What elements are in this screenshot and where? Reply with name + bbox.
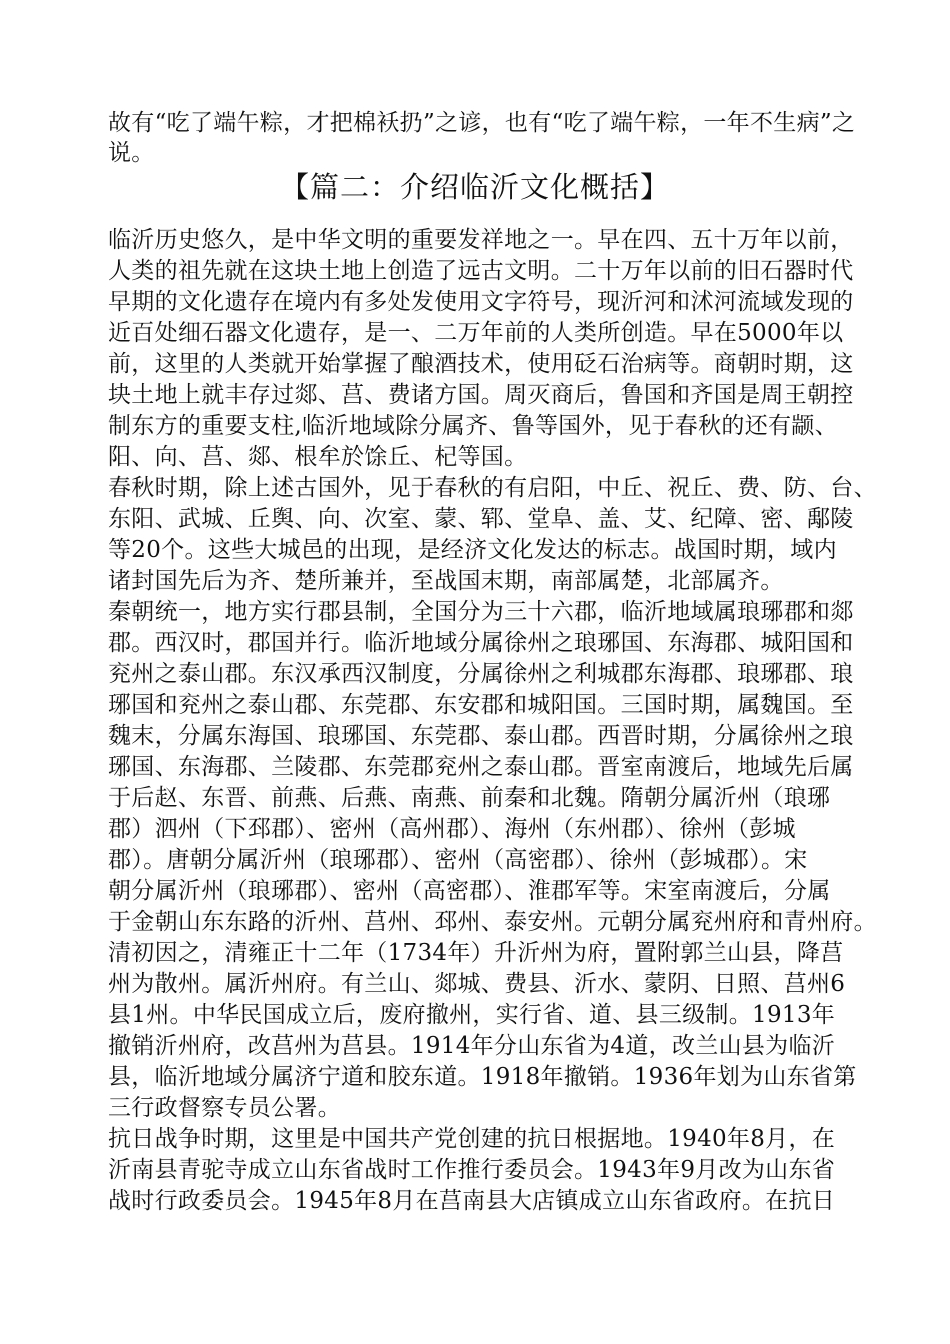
body-line: 人类的祖先就在这块土地上创造了远古文明。二十万年以前的旧石器时代 — [108, 258, 854, 284]
body-line: 近百处细石器文化遗存，是一、二万年前的人类所创造。早在5000年以 — [108, 320, 844, 346]
body-line: 抗日战争时期，这里是中国共产党创建的抗日根据地。1940年8月，在 — [108, 1126, 836, 1152]
body-line: 沂南县青驼寺成立山东省战时工作推行委员会。1943年9月改为山东省 — [108, 1157, 836, 1183]
body-line: 兖州之泰山郡。东汉承西汉制度，分属徐州之利城郡东海郡、琅琊郡、琅 — [108, 661, 854, 687]
body-line: 于后赵、东晋、前燕、后燕、南燕、前秦和北魏。隋朝分属沂州（琅琊 — [108, 785, 831, 811]
body-line: 三行政督察专员公署。 — [108, 1095, 341, 1121]
body-line: 魏末，分属东海国、琅琊国、东莞郡、泰山郡。西晋时期，分属徐州之琅 — [108, 723, 854, 749]
body-line: 战时行政委员会。1945年8月在莒南县大店镇成立山东省政府。在抗日 — [108, 1188, 836, 1214]
body-line: 块土地上就丰存过郯、莒、费诸方国。周灭商后，鲁国和齐国是周王朝控 — [108, 382, 854, 408]
body-line: 阳、向、莒、郯、根牟於馀丘、杞等国。 — [108, 444, 528, 470]
body-line: 县1州。中华民国成立后，废府撤州，实行省、道、县三级制。1913年 — [108, 1002, 836, 1028]
intro-line: 故有“吃了端午粽，才把棉袄扔”之谚，也有“吃了端午粽，一年不生病”之 — [108, 110, 856, 136]
body-line: 郡）泗州（下邳郡）、密州（高州郡）、海州（东州郡）、徐州（彭城 — [108, 816, 796, 842]
body-line: 县，临沂地域分属济宁道和胶东道。1918年撤销。1936年划为山东省第 — [108, 1064, 857, 1090]
body-line: 制东方的重要支柱,临沂地域除分属齐、鲁等国外，见于春秋的还有颛、 — [108, 413, 838, 439]
body-line: 郡）。唐朝分属沂州（琅琊郡）、密州（高密郡）、徐州（彭城郡）。宋 — [108, 847, 808, 873]
body-line: 郡。西汉时，郡国并行。临沂地域分属徐州之琅琊国、东海郡、城阳国和 — [108, 630, 854, 656]
section-heading: 【篇二：介绍临沂文化概括】 — [279, 170, 670, 204]
body-line: 前，这里的人类就开始掌握了酿酒技术，使用砭石治病等。商朝时期，这 — [108, 351, 854, 377]
body-line: 于金朝山东东路的沂州、莒州、邳州、泰安州。元朝分属兖州府和青州府。 — [108, 909, 877, 935]
body-line: 秦朝统一，地方实行郡县制，全国分为三十六郡，临沂地域属琅琊郡和郯 — [108, 599, 854, 625]
body-line: 琊国和兖州之泰山郡、东莞郡、东安郡和城阳国。三国时期，属魏国。至 — [108, 692, 854, 718]
body-line: 临沂历史悠久，是中华文明的重要发祥地之一。早在四、五十万年以前， — [108, 227, 854, 253]
body-line: 早期的文化遗存在境内有多处发使用文字符号，现沂河和沭河流域发现的 — [108, 289, 854, 315]
body-line: 清初因之，清雍正十二年（1734年）升沂州为府，置附郭兰山县，降莒 — [108, 940, 844, 966]
body-line: 朝分属沂州（琅琊郡）、密州（高密郡）、淮郡军等。宋室南渡后，分属 — [108, 878, 831, 904]
body-line: 等20个。这些大城邑的出现，是经济文化发达的标志。战国时期，域内 — [108, 537, 837, 563]
intro-line: 说。 — [108, 140, 155, 166]
body-line: 诸封国先后为齐、楚所兼并，至战国末期，南部属楚，北部属齐。 — [108, 568, 784, 594]
body-line: 东阳、武城、丘舆、向、次室、蒙、郓、堂阜、盖、艾、纪障、密、鄅陵 — [108, 506, 854, 532]
body-line: 琊国、东海郡、兰陵郡、东莞郡兖州之泰山郡。晋室南渡后，地域先后属 — [108, 754, 854, 780]
body-line: 撤销沂州府，改莒州为莒县。1914年分山东省为4道，改兰山县为临沂 — [108, 1033, 836, 1059]
body-line: 春秋时期，除上述古国外，见于春秋的有启阳，中丘、祝丘、费、防、台、 — [108, 475, 877, 501]
body-line: 州为散州。属沂州府。有兰山、郯城、费县、沂水、蒙阴、日照、莒州6 — [108, 971, 846, 997]
